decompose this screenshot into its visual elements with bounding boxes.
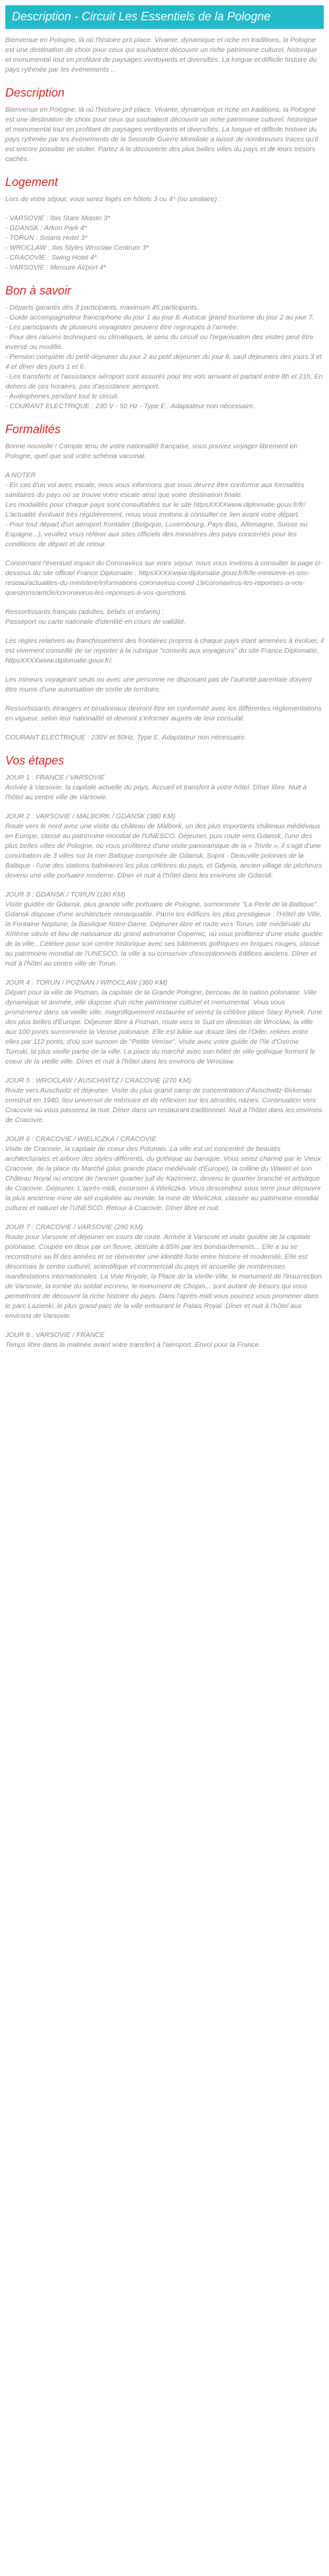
itinerary-day [5, 773, 324, 803]
bon-a-savoir-item: - Audiophones pendant tout le circuit. [5, 392, 119, 400]
formalites-heading: Formalités [5, 423, 61, 436]
logement-item: - CRACOVIE : Swing Hotel 4* [5, 254, 97, 262]
logement-item: - GDANSK : Arkon Park 4* [5, 224, 87, 232]
itinerary-day [5, 1330, 324, 1350]
itinerary-day [5, 1223, 324, 1321]
itinerary-day [5, 812, 324, 881]
itinerary-day-text: Route pour Varsovie et déjeuner en cours de route. Arrivée à Varsovie et visite guidée de la capitale polonaise. Coupée en deux par un fleuve, détruite à 85% par les bombardements... Elle a su se reconstruire au fil des années et se réinventer une identité forte entre histoire et modernité. Elle est désormais le centre culturel, scientifique et commercial du pays et accueille de nombreuses manifestations internationales. La Voie Royale, la Place de la Vieille-Ville, le monument de l'insurrection de Varsovie, la tombe du soldat inconnu, le monument de Chopin... sont autant de trésors qui vous permettront de découvrir la riche histoire du pays. Dans l'après-midi vous pourrez vous promener dans le parc Lazienki, le plus grand parc de la ville entourant le Palais Royal. Dîner et nuit à l'hôtel aux environs de Varsovie. [5, 1233, 322, 1320]
description-text: Bienvenue en Pologne, là où l'histoire prit place. Vivante, dynamique et riche en traditions, la Pologne est une destination de choix pour ceux qui souhaitent découvrir un riche patrimoine culturel, historique et monumental tout en profitant de paysages verdoyants et diversifiés. La longue et difficile histoire du pays rythmée par les événements de la Seconde Guerre Mondiale a laissé de nombreuses traces qu'il est encore possible de visiter. Partez à la découverte des plus belles villes du pays et de leurs trésors cachés. [5, 106, 318, 163]
formalites-paragraph: Les mineurs voyageant seuls ou avec une personne ne disposant pas de l'autorité parentale doivent être munis d'une autorisation de sortie de territoire. [5, 676, 312, 693]
itinerary-day-text: Route vers Auschwitz et déjeuner. Visite du plus grand camp de concentration d'Auschwitz-Birkenau construit en 1940, lieu universel de mémoire et de réflexion sur les atrocités nazies. Continuation vers Cracovie où vous passerez la nuit. Dîner dans un restaurant traditionnel. Nuit à l'hôtel dans les environs de Cracovie. [5, 1087, 322, 1124]
itinerary-day-text: Visite guidée de Gdansk, plus grande ville portuaire de Pologne, surnommée "La Perle de la Baltique". Gdansk dispose d'une architecture remarquable. Parmi les édifices les plus prestigieux : l'Hôtel de Ville, la Fontaine Neptune, la Basilique Notre-Dame. Déjeuner libre et route vers Torun, cité médiévale du XIIIème siècle et lieu de naissance du grand astronome Copernic, où vous profiterez d'une visite guidée de la ville.. Célèbre pour son centre historique avec ses bâtiments gothiques en briques rouges, classé au patrimoine mondial de l'UNESCO, la ville a su conserver d'exceptionnels édifices anciens. Dîner et nuit à l'hôtel au centre ville de Torun. [5, 901, 323, 968]
itinerary-day [5, 978, 324, 1067]
logement-item: - VARSOVIE : Mercure Airport 4* [5, 264, 107, 271]
formalites-list [5, 442, 324, 743]
itinerary-day-title: JOUR 1 : FRANCE / VARSOVIE [5, 774, 105, 782]
bon-a-savoir-item: - Pour des raisons techniques ou climatiques, le sens du circuit ou l'organisation des visites peut être inversé ou modifié. [5, 333, 314, 351]
itinerary-day-text: Temps libre dans la matinée avant votre transfert à l'aéroport. Envol pour la France. [5, 1341, 261, 1349]
formalites-paragraph: Bonne nouvelle ! Compte tenu de votre nationalité française, vous pouvez voyager librement en Pologne, quel que soit votre schéma vaccinal. [5, 442, 298, 460]
logement-list [5, 214, 324, 273]
bon-a-savoir-item: - Guide accompagnateur francophone du jour 1 au jour 8. Autocar grand tourisme du jour 2 au jour 7. [5, 314, 315, 321]
bon-a-savoir-item: - COURANT ELECTRIQUE : 230 V - 50 Hz - Type E : Adaptateur non nécessaire. [5, 402, 255, 410]
itinerary-day [5, 1135, 324, 1213]
formalites-paragraph: Concernant l'éventuel impact du Coronavirus sur votre séjour, nous vous invitons à consulter la page ci-dessous du site officiel France Diplomatie : httpsXXXXwww.diplomatie.gouv.fr/fr/le-ministere-et-son-reseau/actualites-du-ministere/informations-coronavirus-covid-19/coronavirus-les-reponses-a-vos-questions/article/coronavirus-les-reponses-a-vos-questions [5, 559, 322, 597]
formalites-paragraph: COURANT ELECTRIQUE : 230V et 50Hz. Type E, Adaptateur non nécessaire. [5, 734, 247, 741]
bon-a-savoir-item: - Pension complète du petit-déjeuner du jour 2 au petit déjeuner du jour 8, sauf déjeuners des jours 3 et 4 et dîner des jours 1 et 6. [5, 353, 322, 371]
bon-a-savoir-list [5, 303, 324, 411]
page [0, 5, 329, 1379]
description-heading: Description [5, 86, 65, 99]
bon-a-savoir-item: - Départs garantis dès 3 participants, maximum 45 participants. [5, 304, 199, 312]
itinerary-day-title: JOUR 6 : CRACOVIE / WIELICZKA / CRACOVIE [5, 1135, 157, 1143]
logement-item: - WROCLAW : Ibis Styles Wroclaw Centrum 3* [5, 244, 149, 252]
itinerary-day-text: Arrivée à Varsovie, la capitale actuelle du pays. Accueil et transfert à votre hôtel. Dîner libre. Nuit à l'hôtel au centre ville de Varsovie. [5, 784, 307, 801]
page-title: Description - Circuit Les Essentiels de la Pologne [12, 10, 271, 23]
itinerary-day [5, 1076, 324, 1125]
etapes-list [5, 773, 324, 1350]
logement-item: - TORUN : Solaris Hotel 3* [5, 234, 88, 242]
bon-a-savoir-item: - Les transferts et l'assistance aéroport sont assurés pour les vols arrivant et partant entre 8h et 21h. En dehors de ces horaires, pas d'assistance aéroport. [5, 373, 323, 390]
logement-block [5, 195, 324, 273]
itinerary-day-text: Visite de Cracovie, la capitale de coeur des Polonais. La ville est un concentré de beautés architecturales et arbore des styles différents, du gothique au baroque. Vous serez charmé par le Vieux Cracovie, de la place du Marché (plus grande place médiévale d'Europe), la colline du Wawel et son Château Royal ou encore de l'ancien quartier juif de Kazimierz, devenu le quartier branché et artistique de Cracovie. Déjeuner. L'après-midi, excursion à Wieliczka. Vous descendrez sous terre pour découvrir la plus ancienne mine de sel exploitée au monde, la mine de Wieliczka, classée au patrimoine mondial culturel et naturel de l'UNESCO. Retour à Cracovie. Dîner libre et nuit. [5, 1145, 321, 1212]
logement-item: - VARSOVIE : Ibis Stare Miasto 3* [5, 214, 111, 222]
itinerary-day-title: JOUR 7 : CRACOVIE / VARSOVIE (290 KM) [5, 1223, 143, 1231]
itinerary-day-title: JOUR 4 : TORUN / POZNAN / WROCLAW (360 KM) [5, 979, 168, 987]
etapes-heading: Vos étapes [5, 754, 64, 767]
bon-a-savoir-item: - Les participants de plusieurs voyagistes peuvent être regroupés à l'arrivée. [5, 323, 239, 331]
title-banner [5, 5, 324, 29]
formalites-paragraph: Ressortissants étrangers et binationaux devront être en conformité avec les différentes réglementations en vigueur, selon leur nationalité et devront s'informer auprès de leur consulat. [5, 705, 322, 722]
intro-text: Bienvenue en Pologne, là où l'histoire prit place. Vivante, dynamique et riche en traditions, la Pologne est une destination de choix pour ceux qui souhaitent découvrir un riche patrimoine culturel, historique et monumental tout en profitant de paysages verdoyants et diversifiés. La longue et difficile histoire du pays rythmée par les événements ... [5, 36, 317, 74]
itinerary-day-text: Départ pour la ville de Poznan, la capitale de la Grande Pologne, berceau de la nation polonaise. Ville dynamique et animée, elle dispose d'un riche patrimoine culturel et monumental. Vous vous promènerez dans sa vieille ville, magnifiquement restaurée et verrez la célèbre place Stary Rynek, l'une des plus belles d'Europe. Déjeuner libre à Poznan, route vers le Sud en direction de Wroclaw, la ville aux 100 ponts surnommée la Venise polonaise. Elle est bâtie sur douze îles de l'Oder, reliées entre elles par 112 ponts, d'où son surnom de "Petite Venise". Visite avec votre guide de l'île d'Ostrów Tumski, la plus vieille partie de la ville. La place du marché avec son hôtel de ville gothique forment le coeur de la vieille ville. Dîner et nuit à l'hôtel dans les environs de Wroclaw. [5, 989, 322, 1066]
itinerary-day-title: JOUR 8 : VARSOVIE / FRANCE [5, 1331, 105, 1339]
formalites-paragraph: A NOTER - En cas d'un vol avec escale, nous vous informons que vous devrez être conforme aux formalités sanitaires du pays où se trouve votre escale ainsi que votre destination finale. Les modalités pour chaque pays sont consultables sur le site httpsXXXXwww.diplomatie.gouv.fr/fr/ L'actualité évoluant très régulièrement, nous vous invitons à consulter ce lien avant votre départ. - Pour tout départ d'un aéroport frontalier (Belgique, Luxembourg, Pays-Bas, Allemagne, Suisse ou Espagne...), veuillez vous référer aux sites officiels des ministères des pays concernés pour les conditions de départ et de retour. [5, 471, 308, 548]
formalites-paragraph: Ressortissants français (adultes, bébés et enfants) : Passeport ou carte nationale d'identité en cours de validité. [5, 608, 186, 626]
itinerary-day-title: JOUR 3 : GDANSK / TORUN (180 KM) [5, 891, 126, 899]
itinerary-day-title: JOUR 2 : VARSOVIE / MALBORK / GDANSK (380 KM) [5, 812, 176, 820]
itinerary-day [5, 890, 324, 969]
itinerary-day-text: Route vers le nord avec une visite du château de Malbork, un des plus importants châteaux médiévaux en Europe, classé au patrimoine mondial de l'UNESCO. Déjeuner, puis route vers Gdansk, l'une des plus belles villes de Pologne, où vous profiterez d'une visite panoramique de la « Trivile », il s'agit d'une conurbation de 3 villes sur la mer Baltique composée de Gdansk, Sopot - Deauville polonais de la Baltique - l'une des stations balnéaires les plus célèbres du pays, et Gdynia, ancien village de pêcheurs devenu une ville portuaire moderne. Dîner et nuit à l'hôtel dans les environs de Gdansk. [5, 822, 322, 879]
logement-heading: Logement [5, 176, 59, 189]
itinerary-day-title: JOUR 5 : WROCLAW / AUSCHWITZ / CRACOVIE (270 KM) [5, 1077, 191, 1085]
bon-a-savoir-heading: Bon à savoir [5, 284, 72, 297]
formalites-paragraph: Les règles relatives au franchissement des frontières propres à chaque pays étant amenées à évoluer, il est vivement conseillé de se reporter à la rubrique "conseils aux voyageurs" du site France Diplomatie, httpsXXXXwww.diplomatie.gouv.fr/. [5, 637, 324, 665]
logement-intro: Lors de votre séjour, vous serez logés en hôtels 3 ou 4* (ou similaire) : [5, 195, 221, 203]
content [0, 29, 329, 1350]
